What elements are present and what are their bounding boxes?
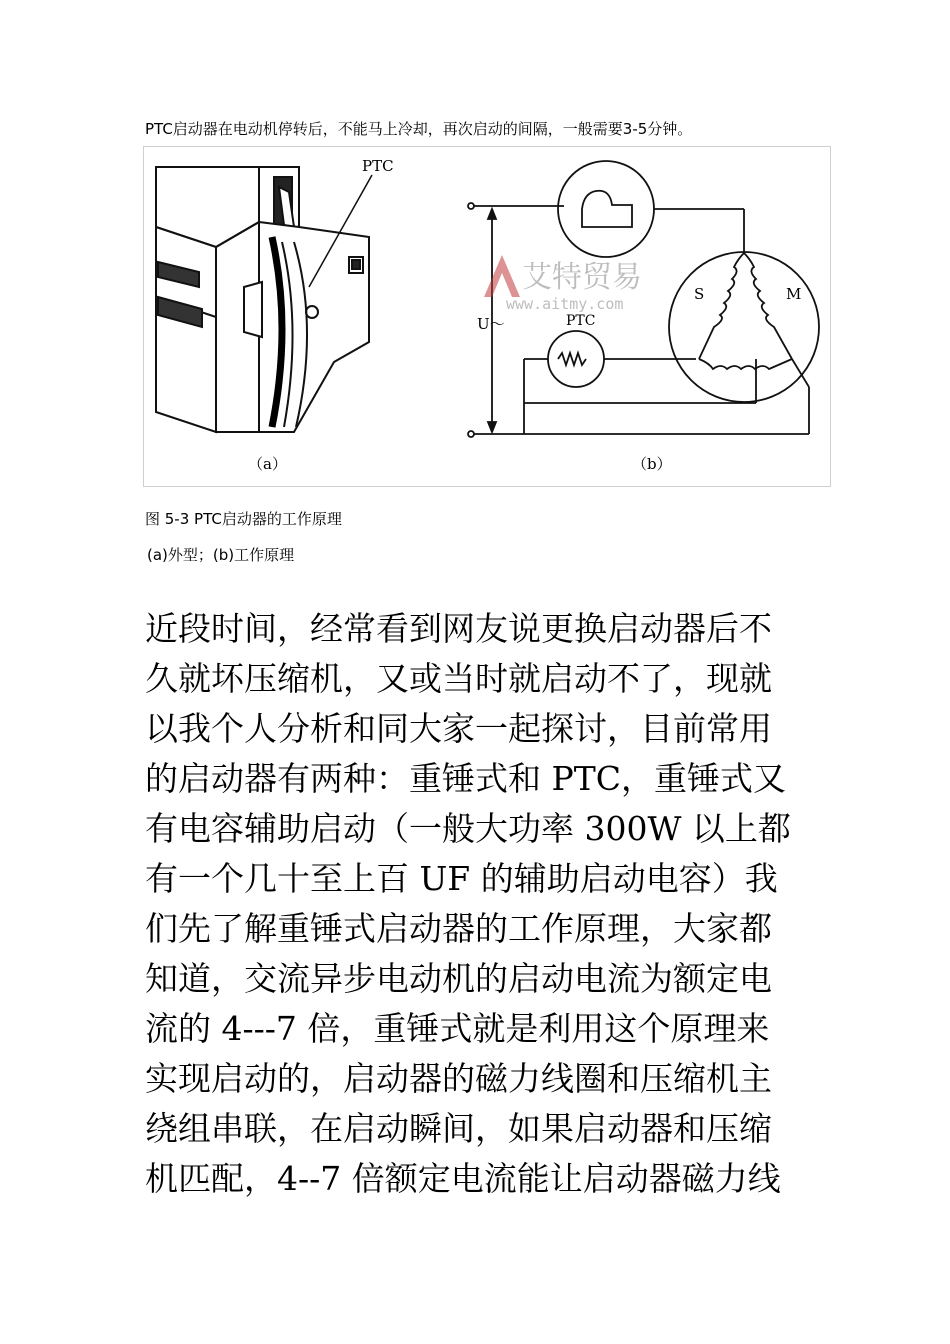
figure-drawing — [144, 147, 830, 486]
body-line: 绕组串联，在启动瞬间，如果启动器和压缩 — [145, 1109, 772, 1148]
ptc-starter-figure — [143, 146, 831, 487]
body-line: 的启动器有两种：重锤式和 PTC，重锤式又 — [145, 759, 786, 798]
figure-caption: 图 5-3 PTC启动器的工作原理 — [145, 510, 342, 528]
body-line: 久就坏压缩机，又或当时就启动不了，现就 — [145, 659, 772, 698]
body-line: 知道，交流异步电动机的启动电流为额定电 — [145, 959, 772, 998]
figure-subcaption: (a)外型；(b)工作原理 — [147, 546, 295, 564]
body-line: 们先了解重锤式启动器的工作原理，大家都 — [145, 909, 772, 948]
label-ptc-a: PTC — [362, 157, 394, 175]
body-line: 流的 4---7 倍，重锤式就是利用这个原理来 — [145, 1009, 770, 1048]
body-paragraph — [145, 604, 813, 1204]
watermark-url: www.aitmy.com — [506, 295, 624, 313]
body-line: 以我个人分析和同大家一起探讨，目前常用 — [145, 709, 772, 748]
body-line: 有电容辅助启动（一般大功率 300W 以上都 — [145, 809, 791, 848]
watermark-logo — [484, 255, 642, 313]
ptc-starter-exterior-drawing — [156, 167, 372, 432]
label-m: M — [786, 285, 802, 303]
body-line: 实现启动的，启动器的磁力线圈和压缩机主 — [145, 1059, 772, 1098]
label-u: U～ — [477, 315, 505, 333]
label-ptc-b: PTC — [566, 313, 596, 329]
label-b: （b） — [632, 455, 672, 473]
body-line: 机匹配，4--7 倍额定电流能让启动器磁力线 — [145, 1159, 781, 1198]
label-s: S — [694, 285, 705, 303]
body-line: 有一个几十至上百 UF 的辅助启动电容）我 — [145, 859, 778, 898]
intro-paragraph: PTC启动器在电动机停转后，不能马上冷却，再次启动的间隔，一般需要3-5分钟。 — [145, 120, 693, 138]
body-line: 近段时间，经常看到网友说更换启动器后不 — [145, 609, 772, 648]
label-a: （a） — [248, 455, 287, 473]
watermark-brand: 艾特贸易 — [522, 260, 642, 295]
